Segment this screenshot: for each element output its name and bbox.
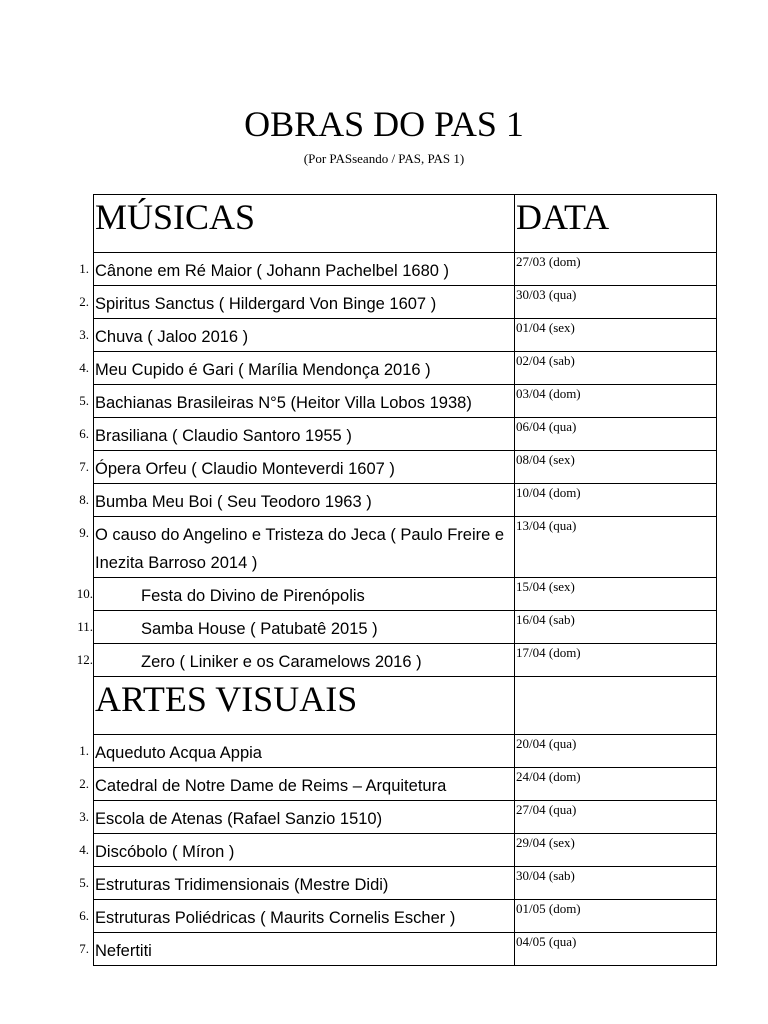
date-cell — [515, 933, 717, 966]
work-cell — [77, 611, 515, 644]
document-title: OBRAS DO PAS 1 — [244, 104, 524, 144]
row-number: 7. — [79, 459, 89, 474]
work-cell — [79, 735, 515, 768]
work-date: 10/04 (dom) — [516, 485, 581, 500]
table-row — [94, 286, 717, 319]
document-subtitle: (Por PASseando / PAS, PAS 1) — [303, 151, 465, 166]
table-row — [94, 253, 717, 286]
row-number: 2. — [79, 776, 89, 791]
date-cell — [515, 418, 717, 451]
work-title: Escola de Atenas (Rafael Sanzio 1510) — [95, 810, 383, 828]
work-title: Catedral de Notre Dame de Reims – Arquitetura — [95, 777, 447, 795]
work-cell — [79, 834, 515, 867]
work-title: Spiritus Sanctus ( Hildergard Von Binge 1607 ) — [95, 295, 437, 313]
work-cell — [79, 319, 515, 352]
table-row — [94, 611, 717, 644]
section-row-artes — [94, 677, 717, 735]
work-title: Cânone em Ré Maior ( Johann Pachelbel 1680 ) — [95, 262, 450, 280]
work-title: Ópera Orfeu ( Claudio Monteverdi 1607 ) — [95, 460, 395, 478]
work-date: 01/05 (dom) — [516, 901, 581, 916]
work-title: Bachianas Brasileiras N°5 (Heitor Villa Lobos 1938) — [95, 394, 472, 412]
row-number: 5. — [79, 875, 89, 890]
work-title: Zero ( Liniker e os Caramelows 2016 ) — [141, 653, 422, 671]
work-date: 17/04 (dom) — [516, 645, 581, 660]
table-row — [94, 834, 717, 867]
table-row — [94, 418, 717, 451]
table-row — [94, 484, 717, 517]
section-cell — [94, 677, 515, 735]
date-cell — [515, 352, 717, 385]
work-title: Samba House ( Patubatê 2015 ) — [141, 620, 378, 638]
work-cell — [79, 352, 515, 385]
work-title: Festa do Divino de Pirenópolis — [141, 587, 365, 605]
work-cell — [79, 418, 515, 451]
work-cell — [76, 644, 515, 677]
row-number: 1. — [79, 743, 89, 758]
header-cell-date — [515, 195, 717, 253]
work-title: Meu Cupido é Gari ( Marília Mendonça 2016 ) — [95, 361, 431, 379]
work-date: 24/04 (dom) — [516, 769, 581, 784]
table-row — [94, 900, 717, 933]
table-row — [94, 319, 717, 352]
row-number: 6. — [79, 908, 89, 923]
work-cell — [79, 933, 515, 966]
date-cell — [515, 900, 717, 933]
work-date: 06/04 (qua) — [516, 419, 577, 434]
table-row — [94, 578, 717, 611]
row-number: 11. — [77, 619, 93, 634]
date-cell — [515, 735, 717, 768]
date-cell — [515, 611, 717, 644]
row-number: 3. — [79, 327, 89, 342]
table-header-row — [94, 195, 717, 253]
work-date: 13/04 (qua) — [516, 518, 577, 533]
header-cell-works — [94, 195, 515, 253]
table-row — [94, 644, 717, 677]
work-cell — [79, 286, 515, 319]
table-row — [94, 735, 717, 768]
data-heading: DATA — [516, 197, 610, 237]
work-title: Nefertiti — [95, 942, 152, 960]
date-cell — [515, 286, 717, 319]
work-cell — [79, 900, 515, 933]
table-row — [94, 352, 717, 385]
work-date: 30/03 (qua) — [516, 287, 577, 302]
work-date: 29/04 (sex) — [516, 835, 575, 850]
date-cell — [515, 834, 717, 867]
work-date: 20/04 (qua) — [516, 736, 577, 751]
row-number: 9. — [79, 525, 89, 540]
work-cell — [79, 867, 515, 900]
work-title: Discóbolo ( Míron ) — [95, 843, 235, 861]
date-cell — [515, 253, 717, 286]
work-date: 27/03 (dom) — [516, 254, 581, 269]
work-title: Bumba Meu Boi ( Seu Teodoro 1963 ) — [95, 493, 372, 511]
work-title: O causo do Angelino e Tristeza do Jeca ( Paulo Freire e Inezita Barroso 2014 ) — [95, 526, 505, 572]
date-cell — [515, 451, 717, 484]
row-number: 6. — [79, 426, 89, 441]
work-date: 16/04 (sab) — [516, 612, 575, 627]
row-number: 3. — [79, 809, 89, 824]
row-number: 4. — [79, 360, 89, 375]
work-date: 27/04 (qua) — [516, 802, 577, 817]
date-cell — [515, 517, 717, 578]
date-cell — [515, 578, 717, 611]
work-title: Estruturas Tridimensionais (Mestre Didi) — [95, 876, 389, 894]
date-cell — [515, 768, 717, 801]
date-cell — [515, 319, 717, 352]
work-cell — [79, 768, 515, 801]
work-cell — [79, 451, 515, 484]
table-row — [94, 801, 717, 834]
date-cell — [515, 484, 717, 517]
work-cell — [79, 253, 515, 286]
work-title: Aqueduto Acqua Appia — [95, 744, 262, 762]
work-title: Chuva ( Jaloo 2016 ) — [95, 328, 249, 346]
musicas-heading: MÚSICAS — [95, 197, 256, 237]
row-number: 10. — [76, 586, 93, 601]
work-title: Brasiliana ( Claudio Santoro 1955 ) — [95, 427, 352, 445]
work-date: 15/04 (sex) — [516, 579, 575, 594]
artes-visuais-heading: ARTES VISUAIS — [95, 679, 358, 719]
table-row — [94, 768, 717, 801]
row-number: 1. — [79, 261, 89, 276]
works-table — [76, 194, 717, 966]
work-cell — [76, 578, 515, 611]
row-number: 7. — [79, 941, 89, 956]
work-date: 02/04 (sab) — [516, 353, 575, 368]
row-number: 8. — [79, 492, 89, 507]
table-row — [94, 867, 717, 900]
work-date: 08/04 (sex) — [516, 452, 575, 467]
work-date: 30/04 (sab) — [516, 868, 575, 883]
date-cell — [515, 867, 717, 900]
row-number: 12. — [76, 652, 93, 667]
work-cell — [79, 385, 515, 418]
work-cell — [79, 484, 515, 517]
work-cell — [79, 517, 515, 578]
row-number: 2. — [79, 294, 89, 309]
work-cell — [79, 801, 515, 834]
date-cell — [515, 385, 717, 418]
work-date: 04/05 (qua) — [516, 934, 577, 949]
work-date: 01/04 (sex) — [516, 320, 575, 335]
table-row — [94, 517, 717, 578]
table-row — [94, 451, 717, 484]
table-row — [94, 933, 717, 966]
work-title: Estruturas Poliédricas ( Maurits Cornelis Escher ) — [95, 909, 456, 927]
row-number: 4. — [79, 842, 89, 857]
date-cell — [515, 644, 717, 677]
table-row — [94, 385, 717, 418]
row-number: 5. — [79, 393, 89, 408]
empty-date-cell — [515, 677, 717, 735]
date-cell — [515, 801, 717, 834]
work-date: 03/04 (dom) — [516, 386, 581, 401]
